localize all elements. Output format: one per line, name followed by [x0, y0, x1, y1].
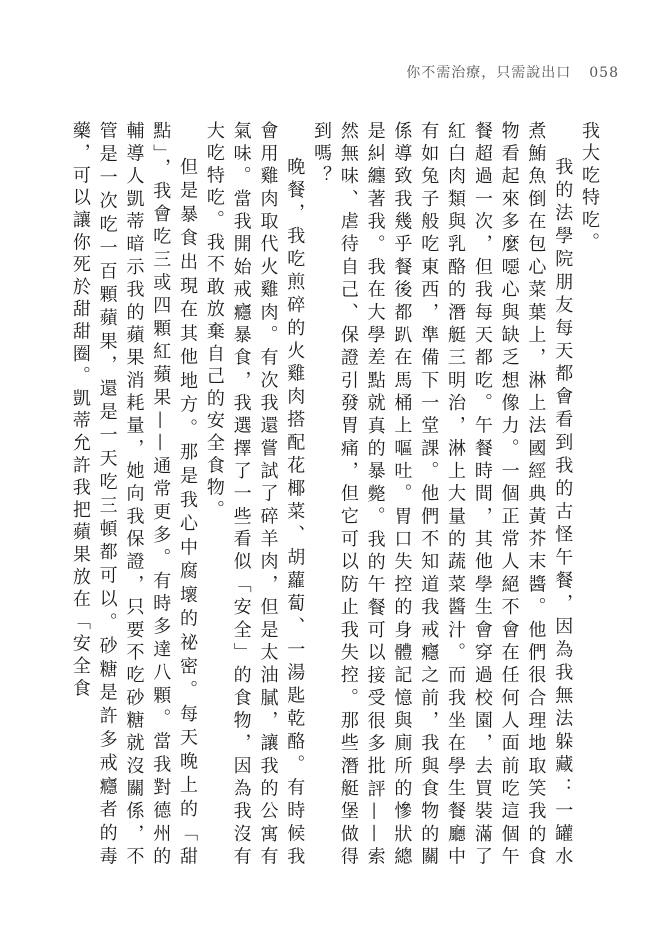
- body-text: [69, 121, 602, 869]
- paragraph: 我大吃特吃。: [579, 121, 600, 255]
- paragraph: 晚餐，我吃煎碎的火雞肉搭配花椰菜、胡蘿蔔、一湯匙乾酪。有時候我會用雞肉取代火雞肉。有次我還嘗試了碎羊肉，但是太油膩，讓我的公寓有氣味。當我開始戒癮暴食，我選擇了一些看似「安全」的食物，因為我沒有大吃特吃。我不敢放棄自己的安全食物。: [203, 121, 306, 869]
- running-header: [406, 62, 619, 82]
- running-title: 你不需治療，只需說出口: [406, 65, 572, 81]
- paragraph: 但是暴食出現在其他地方。那是我心中腐壞的祕密。每天晚上的「甜點」，我會吃三或四顆紅蘋果——通常更多。有時多達八顆。當我對德州的輔導人凱蒂暗示我的蘋果消耗量，她向我保證，只要不吃砂糖就沒關係，不管是一次吃一百顆蘋果，還是一天吃三頓都可以。砂糖是許多戒癮者的毒藥，可以讓你死於甜甜圈。凱蒂允許我把蘋果放在「安全食: [69, 121, 199, 869]
- page-number: 058: [589, 65, 619, 81]
- paragraph: 我的法學院朋友每天都會看到我的古怪午餐，因為我無法躲藏：一罐水煮鮪魚倒在包心菜葉上，淋上法國經典黃芥末醬。他們很合理地取笑我的食物看起來多麼噁心與缺乏想像力。一個正常人絕不會在任何人面前吃這個午餐超過一次，但我每天都吃。午餐時間，其他學生會穿過校園，去買裝滿了紅白肉類與乳酪的潛艇三明治，淋上大量的蔬菜醬汁。而我坐在學生餐廳中有如兔子般吃東西，準備下一堂課。他們不知道我戒癮之前，我與食物的關係導致我幾乎餐後都趴在馬桶上嘔吐。胃口失控的身體記憶與廁所的慘狀總是糾纏著我。我在大學差點就真的暴斃。我的午餐可以接受很多批評——索然無味、虐待自己、保證引發胃痛，但它可以防止我失控。那些潛艇堡做得到嗎？: [311, 121, 574, 869]
